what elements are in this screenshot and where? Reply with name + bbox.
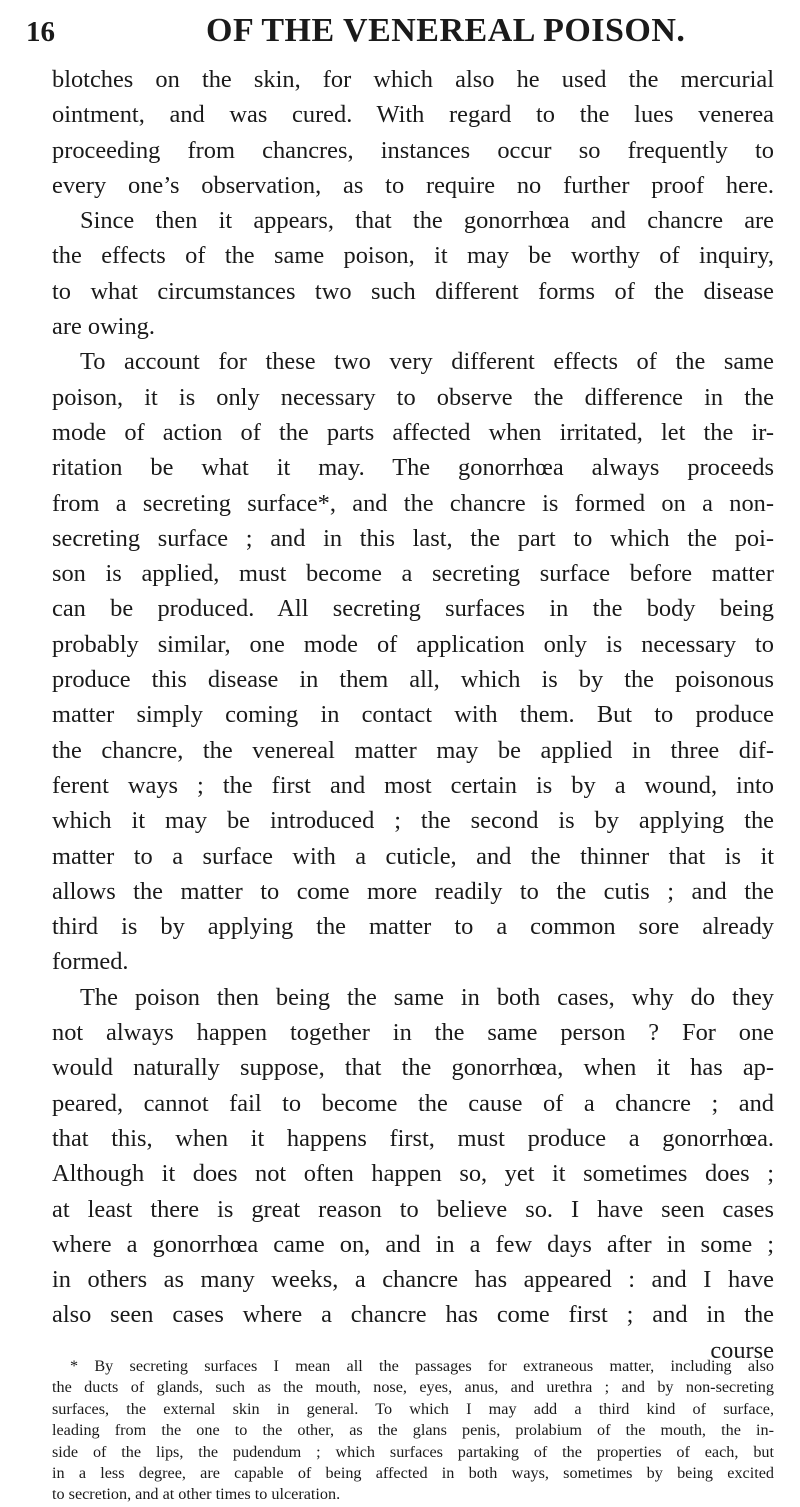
text-line: blotches on the skin, for which also he used the mercurial [52, 66, 774, 93]
text-line: Since then it appears, that the gonorrhœa and chancre are [80, 207, 774, 235]
text-line: from a secreting surface*, and the chancre is formed on a non- [52, 489, 774, 517]
text-line: also seen cases where a chancre has come first ; and in the [52, 1301, 774, 1329]
text-line: probably similar, one mode of application only is necessary to [52, 630, 774, 658]
text-line: where a gonorrhœa came on, and in a few days after in some ; [52, 1230, 774, 1258]
text-line: peared, cannot fail to become the cause of a chancre ; and [52, 1089, 774, 1117]
text-line: in others as many weeks, a chancre has appeared : and I have [52, 1266, 774, 1294]
text-line: To account for these two very different effects of the same [80, 348, 774, 376]
body-text [52, 62, 774, 1368]
footnote-line: in a less degree, are capable of being affected in both ways, sometimes by being excited [52, 1463, 774, 1482]
text-line: Although it does not often happen so, yet it sometimes does ; [52, 1160, 774, 1188]
text-line: not always happen together in the same person ? For one [52, 1019, 774, 1047]
text-line: ritation be what it may. The gonorrhœa always proceeds [52, 454, 774, 482]
text-line: proceeding from chancres, instances occur so frequently to [52, 136, 774, 164]
text-line: secreting surface ; and in this last, the part to which the poi- [52, 524, 774, 552]
text-line: are owing. [52, 313, 155, 341]
text-line: poison, it is only necessary to observe the difference in the [52, 383, 774, 411]
text-line: allows the matter to come more readily to the cutis ; and the [52, 877, 774, 905]
text-line: to what circumstances two such different forms of the disease [52, 277, 774, 305]
footnote-line: surfaces, the external skin in general. To which I may add a third kind of surface, [52, 1399, 774, 1418]
page-header [26, 12, 760, 52]
running-head: OF THE VENEREAL POISON. [206, 12, 686, 49]
footnote-line: * By secreting surfaces I mean all the passages for extraneous matter, including also [70, 1357, 774, 1375]
text-line: the chancre, the venereal matter may be applied in three dif- [52, 736, 774, 764]
text-line: which it may be introduced ; the second is by applying the [52, 807, 774, 835]
text-line: mode of action of the parts affected when irritated, let the ir- [52, 418, 774, 446]
text-line: that this, when it happens first, must produce a gonorrhœa. [52, 1124, 774, 1152]
text-line: matter simply coming in contact with them. But to produce [52, 701, 774, 729]
text-line: The poison then being the same in both cases, why do they [80, 983, 774, 1011]
footnote-line: to secretion, and at other times to ulceration. [52, 1485, 341, 1504]
catchword: course [710, 1336, 774, 1364]
text-line: every one’s observation, as to require no further proof here. [52, 171, 774, 199]
footnote-line: leading from the one to the other, as the glans penis, prolabium of the mouth, the in- [52, 1421, 774, 1440]
text-line: ferent ways ; the first and most certain is by a wound, into [52, 771, 774, 799]
text-line: can be produced. All secreting surfaces in the body being [52, 595, 774, 623]
footnote-line: side of the lips, the pudendum ; which surfaces partaking of the properties of each, but [52, 1442, 774, 1461]
text-line: at least there is great reason to believe so. I have seen cases [52, 1195, 774, 1223]
text-line: ointment, and was cured. With regard to the lues venerea [52, 101, 774, 129]
text-line: would naturally suppose, that the gonorrhœa, when it has ap- [52, 1054, 774, 1082]
text-line: produce this disease in them all, which is by the poisonous [52, 666, 774, 694]
text-line: third is by applying the matter to a common sore already [52, 913, 774, 941]
footnote-line: the ducts of glands, such as the mouth, nose, eyes, anus, and urethra ; and by non-secreting [52, 1378, 774, 1397]
text-line: the effects of the same poison, it may be worthy of inquiry, [52, 242, 774, 270]
page-number: 16 [26, 16, 55, 48]
text-line: son is applied, must become a secreting surface before matter [52, 560, 774, 588]
footnote [52, 1356, 774, 1506]
text-line: formed. [52, 948, 129, 976]
text-line: matter to a surface with a cuticle, and the thinner that is it [52, 842, 774, 870]
